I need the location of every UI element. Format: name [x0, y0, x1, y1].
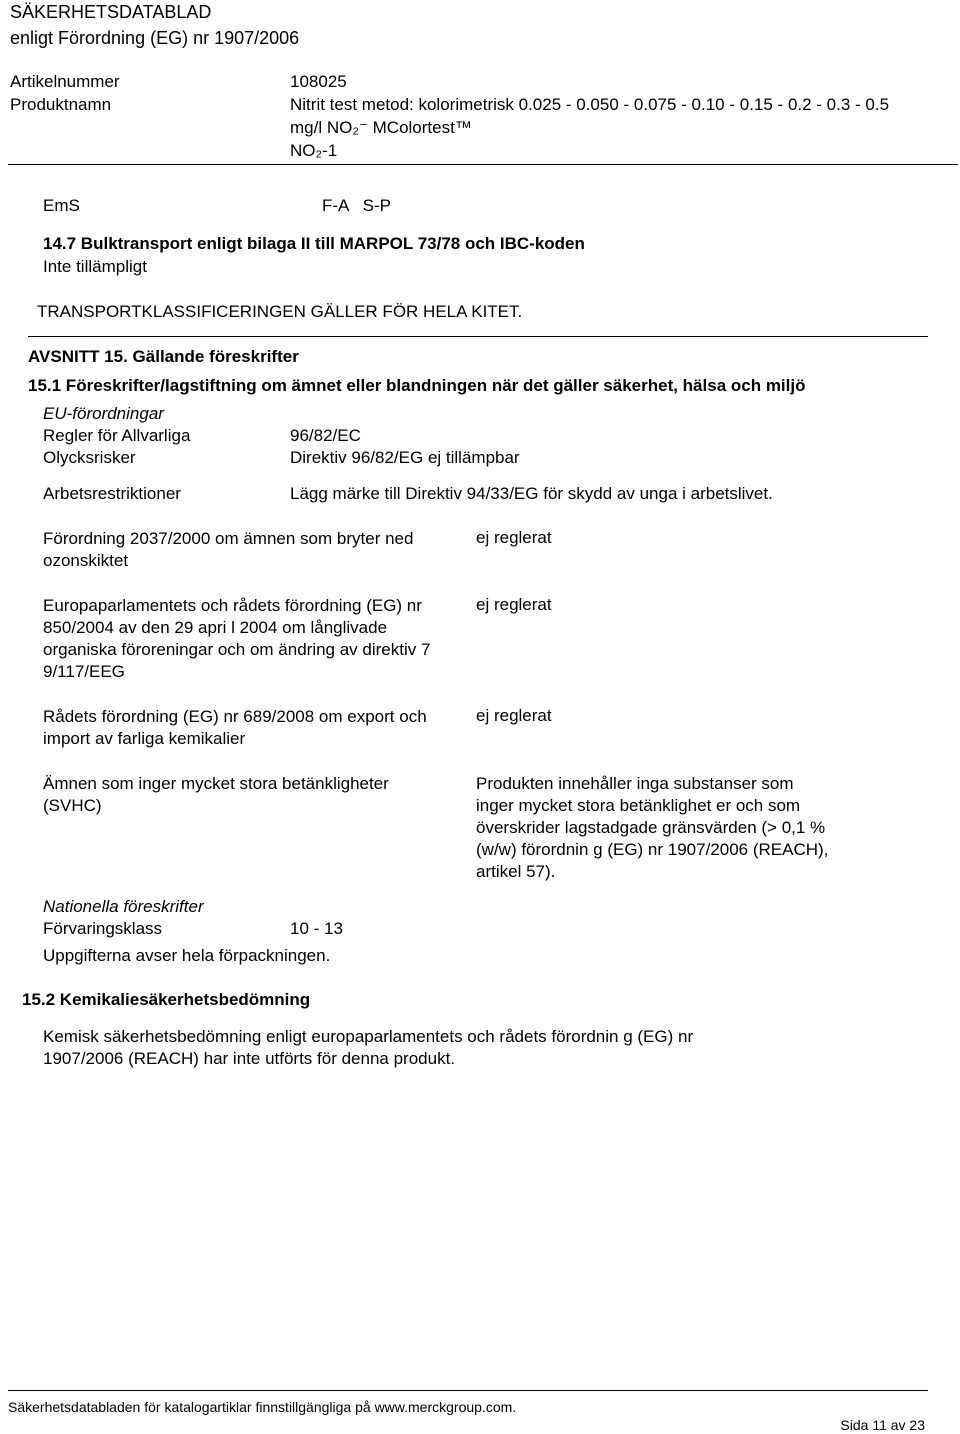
storage-class-value: 10 - 13 — [290, 919, 343, 938]
seveso-value-line-2: Direktiv 96/82/EG ej tillämpbar — [290, 448, 520, 467]
regulation-label-svhc: Ämnen som inger mycket stora betänkligheter (SVHC) — [43, 774, 389, 815]
regulation-value-export: ej reglerat — [476, 706, 552, 725]
product-name-line-1: Nitrit test metod: kolorimetrisk 0.025 - 0.050 - 0.075 - 0.10 - 0.15 - 0.2 - 0.3 - 0.5 — [290, 95, 890, 114]
header-divider — [8, 164, 958, 165]
seveso-label-line-2: Olycksrisker — [43, 448, 136, 467]
section-divider — [28, 336, 928, 337]
section-15-title: AVSNITT 15. Gällande föreskrifter — [28, 347, 299, 366]
footer-divider — [8, 1390, 928, 1391]
heading-15-1: 15.1 Föreskrifter/lagstiftning om ämnet eller blandningen när det gäller säkerhet, hälsa och miljö — [28, 376, 806, 395]
ems-value: F-A S-P — [322, 196, 391, 215]
regulation-value-svhc: Produkten innehåller inga substanser som inger mycket stora betänklighet er och som överskrider lagstadgade gränsvärden (> 0,1 % (w/w) förordnin g (EG) nr 1907/2006 (REACH), artikel 57). — [476, 774, 829, 881]
not-applicable-text: Inte tillämpligt — [43, 257, 147, 276]
eu-regulations-heading: EU-förordningar — [43, 404, 164, 423]
page-number: Sida 11 av 23 — [840, 1417, 925, 1433]
national-regulations-heading: Nationella föreskrifter — [43, 897, 204, 916]
product-name-line-2: mg/l NO₂⁻ MColortest™ — [290, 118, 472, 137]
heading-15-2: 15.2 Kemikaliesäkerhetsbedömning — [22, 990, 311, 1009]
chemical-safety-assessment-text: Kemisk säkerhetsbedömning enligt europaparlamentets och rådets förordnin g (EG) nr 1907/2006 (REACH) har inte utförts för denna produkt. — [43, 1027, 694, 1068]
product-name-label: Produktnamn — [10, 95, 112, 114]
regulation-value-ozone: ej reglerat — [476, 528, 552, 547]
heading-14-7: 14.7 Bulktransport enligt bilaga II till MARPOL 73/78 och IBC-koden — [43, 234, 585, 253]
product-name-line-3: NO₂-1 — [290, 141, 338, 160]
ems-label: EmS — [43, 196, 80, 215]
seveso-value-line-1: 96/82/EC — [290, 426, 361, 445]
kit-notice: TRANSPORTKLASSIFICERINGEN GÄLLER FÖR HELA KITET. — [37, 302, 523, 321]
regulation-label-ozone: Förordning 2037/2000 om ämnen som bryter ned ozonskiktet — [43, 529, 414, 570]
seveso-label-line-1: Regler för Allvarliga — [43, 426, 191, 445]
regulation-subtitle: enligt Förordning (EG) nr 1907/2006 — [10, 28, 300, 48]
work-restrictions-value: Lägg märke till Direktiv 94/33/EG för skydd av unga i arbetslivet. — [290, 484, 773, 503]
storage-class-label: Förvaringsklass — [43, 919, 163, 938]
article-number-value: 108025 — [290, 72, 347, 91]
footer-source-text: Säkerhetsdatabladen för katalogartiklar finnstillgängliga på www.merckgroup.com. — [8, 1399, 517, 1415]
document-title: SÄKERHETSDATABLAD — [10, 2, 212, 22]
regulation-value-pop: ej reglerat — [476, 595, 552, 614]
regulation-label-export: Rådets förordning (EG) nr 689/2008 om export och import av farliga kemikalier — [43, 707, 427, 748]
article-number-label: Artikelnummer — [10, 72, 120, 91]
regulation-label-pop: Europaparlamentets och rådets förordning (EG) nr 850/2004 av den 29 apri l 2004 om långlivade organiska föroreningar och om ändring av direktiv 7 9/117/EEG — [43, 596, 431, 681]
package-note: Uppgifterna avser hela förpackningen. — [43, 946, 331, 965]
work-restrictions-label: Arbetsrestriktioner — [43, 484, 181, 503]
